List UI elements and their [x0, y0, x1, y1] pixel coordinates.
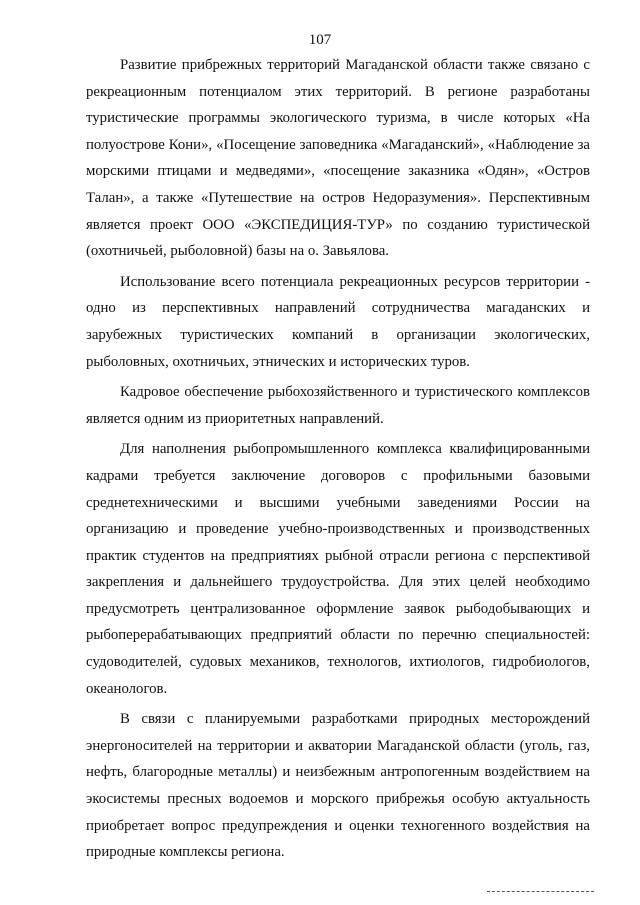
paragraph-staffing: Кадровое обеспечение рыбохозяйственного и туристического комплексов является одним из приоритетных направлений. — [86, 384, 590, 427]
paragraph-international-cooperation: Использование всего потенциала рекреационных ресурсов территории - одно из перспективных направлений сотрудничества магаданских и зарубежных туристических компаний в организации экологических, рыболовных, охотничьих, этнических и исторических туров. — [86, 273, 590, 370]
paragraph-recreation-potential: Развитие прибрежных территорий Магаданской области также связано с рекреационным потенциалом этих территорий. В регионе разработаны туристические программы экологического туризма, в числе которых «На полуострове Кони», «Посещение заповедника «Магаданский», «Наблюдение за морскими птицами и медведями», «посещение заказника «Одян», «Остров Талан», а также «Путешествие на остров Недоразумения». Перспективным является проект ООО «ЭКСПЕДИЦИЯ-ТУР» по созданию туристической (охотничьей, рыболовной) базы на о. Завьялова. — [86, 57, 590, 260]
paragraph-fisheries-personnel: Для наполнения рыбопромышленного комплекса квалифицированными кадрами требуется заключение договоров с профильными базовыми среднетехническими и высшими учебными заведениями России на организацию и проведение учебно-производственных и производственных практик студентов на предприятиях рыбной отрасли региона с перспективой закрепления и дальнейшего трудоустройства. Для этих целей необходимо предусмотреть централизованное оформление заявок рыбодобывающих и рыбоперерабатывающих предприятий области по перечню специальностей: судоводителей, судовых механиков, технологов, ихтиологов, гидробиологов, океанологов. — [86, 441, 590, 697]
paragraph-environmental-impact: В связи с планируемыми разработками природных месторождений энергоносителей на территории и акватории Магаданской области (уголь, газ, нефть, благородные металлы) и неизбежным антропогенным воздействием на экосистемы пресных водоемов и морского прибрежья особую актуальность приобретает вопрос предупреждения и оценки техногенного воздействия на природные комплексы региона. — [86, 711, 590, 861]
page-number: 107 — [308, 32, 332, 48]
scan-edge-mark — [487, 891, 594, 892]
document-body — [86, 52, 590, 866]
